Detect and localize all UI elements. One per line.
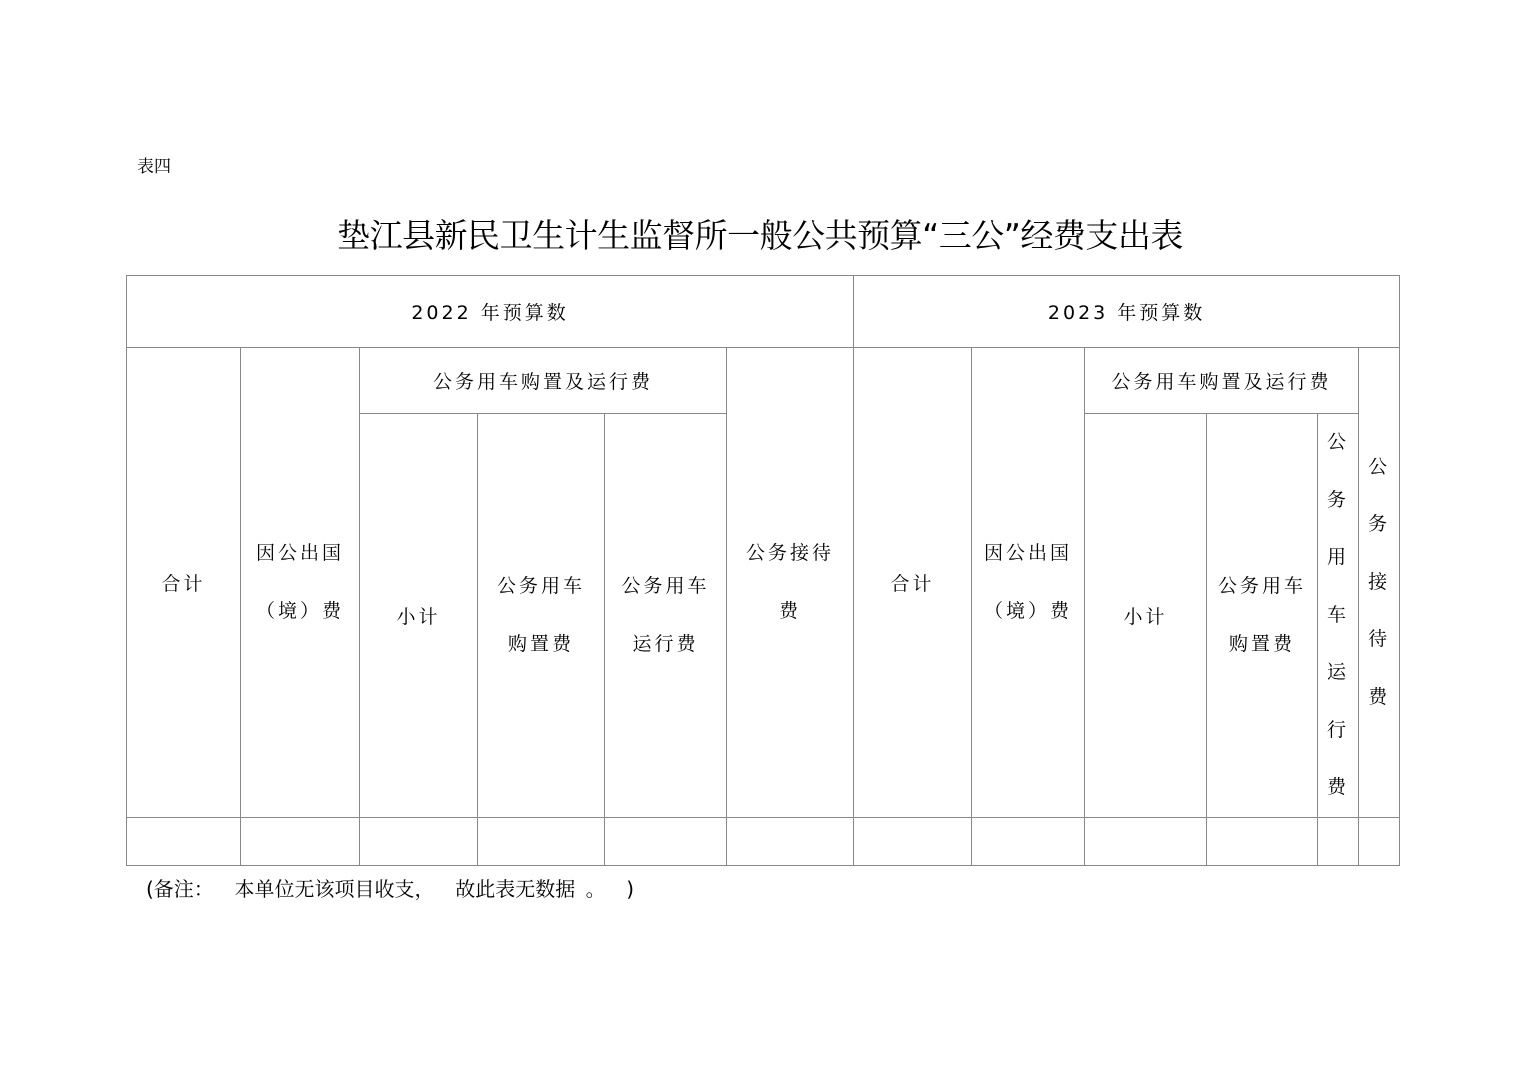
purchase-line1: 公务用车 [496,575,585,598]
year-2022-header: 2022 年预算数 [127,276,854,348]
reception-vchar: 接 [1368,570,1391,593]
data-cell [241,817,360,865]
data-cell [360,817,478,865]
budget-table [126,275,1400,866]
data-cell [1318,817,1359,865]
abroad-line2: （境）费 [984,600,1073,623]
data-cell [605,817,727,865]
subtotal-header-2023: 小计 [1085,414,1207,818]
operation-vchar: 运 [1327,661,1350,683]
operation-line1: 公务用车 [621,575,710,598]
reception-vchar: 务 [1368,513,1391,535]
data-cell [972,817,1085,865]
data-cell [127,817,241,865]
operation-vchar: 公 [1327,431,1350,453]
vehicle-group-header-2022: 公务用车购置及运行费 [360,348,727,414]
table-label: 表四 [137,157,171,177]
reception-header-2022 [727,348,854,818]
data-cell [1085,817,1207,865]
subtotal-header-2022: 小计 [360,414,478,818]
operation-line2: 运行费 [632,633,699,656]
reception-vchar: 公 [1368,455,1391,478]
operation-vchar: 用 [1327,546,1350,568]
total-header-2022: 合计 [127,348,241,818]
operation-header-2023 [1318,414,1359,818]
reception-line1: 公务接待 [746,542,835,565]
year-2023-header: 2023 年预算数 [854,276,1400,348]
operation-vchar: 费 [1327,776,1350,798]
operation-header-2022 [605,414,727,818]
purchase-line2: 购置费 [507,633,574,656]
footnote: (备注： 本单位无该项目收支， 故此表无数据 。 ) [146,877,635,901]
data-cell [854,817,972,865]
page-title: 垫江县新民卫生计生监督所一般公共预算“三公”经费支出表 [337,216,1183,255]
operation-vchar: 车 [1327,603,1350,626]
purchase-line1: 公务用车 [1218,575,1307,598]
abroad-line1: 因公出国 [984,542,1073,565]
abroad-header-2022 [241,348,360,818]
data-cell [1359,817,1400,865]
abroad-line2: （境）费 [255,600,344,623]
vehicle-group-header-2023: 公务用车购置及运行费 [1085,348,1359,414]
abroad-header-2023 [972,348,1085,818]
total-header-2023: 合计 [854,348,972,818]
purchase-header-2022 [478,414,605,818]
reception-header-2023 [1359,348,1400,818]
abroad-line1: 因公出国 [255,542,344,565]
reception-line2: 费 [779,600,802,623]
data-cell [1207,817,1318,865]
purchase-header-2023 [1207,414,1318,818]
operation-vchar: 务 [1327,488,1350,511]
operation-vchar: 行 [1327,718,1350,741]
data-cell [727,817,854,865]
reception-vchar: 待 [1368,628,1391,650]
purchase-line2: 购置费 [1229,633,1296,656]
data-cell [478,817,605,865]
reception-vchar: 费 [1368,685,1391,708]
